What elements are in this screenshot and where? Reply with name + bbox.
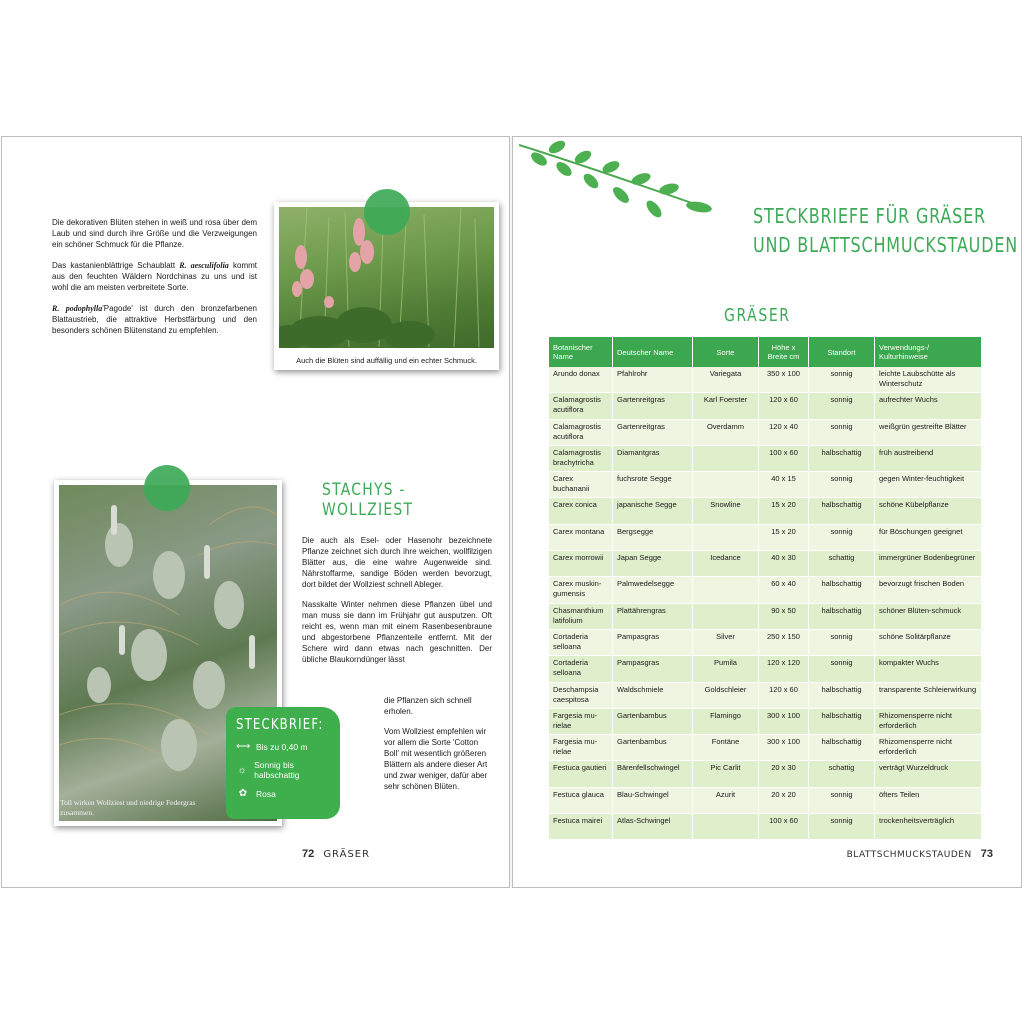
table-cell: früh austreibend bbox=[875, 446, 982, 472]
table-cell: Goldschleier bbox=[693, 683, 759, 709]
table-cell: Fontäne bbox=[693, 735, 759, 761]
steckbrief-light: Sonnig bis halbschattig bbox=[254, 760, 300, 780]
header-size: Höhe x Breite cm bbox=[759, 337, 809, 367]
table-cell: Silver bbox=[693, 630, 759, 656]
table-cell: Calamagrostis acutiflora bbox=[549, 420, 613, 446]
table-cell: sonnig bbox=[809, 630, 875, 656]
grasses-table bbox=[549, 337, 982, 840]
table-row bbox=[549, 472, 982, 498]
table-body bbox=[549, 367, 982, 840]
body-paragraph-3: die Pflanzen sich schnell erholen. bbox=[384, 696, 472, 716]
table-cell: Cortaderia selloana bbox=[549, 630, 613, 656]
table-cell: Carex conica bbox=[549, 498, 613, 524]
steckbrief-color-row bbox=[236, 788, 330, 799]
page-footer-left bbox=[302, 848, 370, 860]
table-cell: Gartenbambus bbox=[613, 735, 693, 761]
table-cell: Gartenbambus bbox=[613, 709, 693, 735]
table-cell: Festuca mairei bbox=[549, 814, 613, 840]
table-cell: Snowline bbox=[693, 498, 759, 524]
table-cell: sonnig bbox=[809, 788, 875, 814]
table-cell: Arundo donax bbox=[549, 367, 613, 393]
table-cell: 120 x 60 bbox=[759, 393, 809, 419]
steckbrief-color: Rosa bbox=[256, 788, 276, 799]
table-row bbox=[549, 498, 982, 524]
table-cell: 90 x 50 bbox=[759, 604, 809, 630]
table-cell: schöne Solitärpflanze bbox=[875, 630, 982, 656]
table-cell: Carex muskin-gumensis bbox=[549, 577, 613, 603]
table-cell: weißgrün gestreifte Blätter bbox=[875, 420, 982, 446]
table-cell: 20 x 20 bbox=[759, 788, 809, 814]
page-footer-right bbox=[847, 848, 993, 860]
intro-text bbox=[52, 217, 257, 346]
table-subtitle: GRÄSER bbox=[724, 305, 791, 326]
page-section-left: GRÄSER bbox=[323, 849, 371, 860]
table-cell: Overdamm bbox=[693, 420, 759, 446]
page-number-right: 73 bbox=[980, 848, 993, 860]
table-cell: Chasmanthium latifolium bbox=[549, 604, 613, 630]
table-cell: Pfahlrohr bbox=[613, 367, 693, 393]
table-cell: schöner Blüten-schmuck bbox=[875, 604, 982, 630]
header-german-name: Deutscher Name bbox=[613, 337, 693, 367]
table-cell: schöne Kübelpflanze bbox=[875, 498, 982, 524]
table-cell: Bergsegge bbox=[613, 525, 693, 551]
table-cell: Flamingo bbox=[693, 709, 759, 735]
header-variety: Sorte bbox=[693, 337, 759, 367]
table-row bbox=[549, 551, 982, 577]
table-cell: halbschattig bbox=[809, 577, 875, 603]
header-location: Standort bbox=[809, 337, 875, 367]
table-row bbox=[549, 683, 982, 709]
table-cell: halbschattig bbox=[809, 735, 875, 761]
table-cell: Pampasgras bbox=[613, 656, 693, 682]
table-cell: Pampasgras bbox=[613, 630, 693, 656]
page-section-right: BLATTSCHMUCKSTAUDEN bbox=[846, 850, 972, 860]
table-row bbox=[549, 525, 982, 551]
table-row bbox=[549, 788, 982, 814]
steckbrief-light-row bbox=[236, 760, 330, 780]
ruler-icon: ⟷ bbox=[236, 741, 251, 752]
page-title-line-2: UND BLATTSCHMUCKSTAUDEN bbox=[753, 233, 1018, 257]
steckbrief-box bbox=[226, 707, 340, 819]
table-cell: schattig bbox=[809, 551, 875, 577]
table-cell: Japan Segge bbox=[613, 551, 693, 577]
table-cell: Calamagrostis brachytricha bbox=[549, 446, 613, 472]
table-cell: Plattährengras bbox=[613, 604, 693, 630]
table-cell bbox=[693, 446, 759, 472]
table-cell bbox=[693, 577, 759, 603]
table-cell: halbschattig bbox=[809, 498, 875, 524]
table-cell: Rhizomensperre nicht erforderlich bbox=[875, 735, 982, 761]
table-cell: 60 x 40 bbox=[759, 577, 809, 603]
stachys-text bbox=[302, 535, 492, 674]
intro-paragraph-2: Das kastanienblättrige Schaublatt R. aesculifolia kommt aus den feuchten Wäldern Nordchinas zu uns und ist wohl die am meisten verbreitete Sorte. bbox=[52, 261, 257, 292]
table-cell: 120 x 120 bbox=[759, 656, 809, 682]
table-cell: sonnig bbox=[809, 525, 875, 551]
table-cell: 40 x 15 bbox=[759, 472, 809, 498]
table-cell: leichte Laubschütte als Winterschutz bbox=[875, 367, 982, 393]
table-cell: sonnig bbox=[809, 420, 875, 446]
table-cell: Variegata bbox=[693, 367, 759, 393]
header-notes: Verwendungs-/ Kulturhinweise bbox=[875, 337, 982, 367]
page-title-line-1: STECKBRIEFE FÜR GRÄSER bbox=[753, 204, 986, 228]
table-cell: Bärenfellschwingel bbox=[613, 761, 693, 787]
table-cell: sonnig bbox=[809, 656, 875, 682]
table-cell bbox=[693, 525, 759, 551]
body-paragraph-4: Vom Wollziest empfehlen wir vor allem die Sorte 'Cotton Boll' mit wesentlich größeren Blättern als andere dieser Art und zwar weniger, dafür aber sehr schönen Blüten. bbox=[384, 727, 488, 791]
table-cell: 120 x 60 bbox=[759, 683, 809, 709]
table-cell: Azurit bbox=[693, 788, 759, 814]
header-botanical-name: Botanischer Name bbox=[549, 337, 613, 367]
leaf-branch-icon bbox=[519, 137, 719, 227]
green-dot-decoration bbox=[364, 189, 410, 235]
table-cell: 350 x 100 bbox=[759, 367, 809, 393]
table-cell bbox=[693, 604, 759, 630]
table-cell: Gartenreitgras bbox=[613, 420, 693, 446]
table-cell bbox=[693, 814, 759, 840]
table-cell: 15 x 20 bbox=[759, 525, 809, 551]
table-cell: Diamantgras bbox=[613, 446, 693, 472]
table-cell: halbschattig bbox=[809, 604, 875, 630]
table-cell: Festuca gautieri bbox=[549, 761, 613, 787]
table-cell: japanische Segge bbox=[613, 498, 693, 524]
table-cell: 250 x 150 bbox=[759, 630, 809, 656]
table-cell: fuchsrote Segge bbox=[613, 472, 693, 498]
table-cell: immergrüner Bodenbegrüner bbox=[875, 551, 982, 577]
page-title bbox=[753, 202, 1018, 260]
table-cell: Fargesia mu-rielae bbox=[549, 735, 613, 761]
table-cell: Festuca glauca bbox=[549, 788, 613, 814]
flower-icon: ✿ bbox=[238, 788, 248, 799]
table-cell: gegen Winter-feuchtigkeit bbox=[875, 472, 982, 498]
table-row bbox=[549, 761, 982, 787]
table-cell: Karl Foerster bbox=[693, 393, 759, 419]
table-cell: Gartenreitgras bbox=[613, 393, 693, 419]
body-paragraph-1: Die auch als Esel- oder Hasenohr bezeichnete Pflanze zeichnet sich durch ihre weichen, wollfilzigen Blätter aus, die eine wahre Augenweide sind. Nährstoffarme, sandige Böden werden bevorzugt, dort bildet der Wollziest schnell Ableger. bbox=[302, 536, 492, 589]
table-cell: 300 x 100 bbox=[759, 735, 809, 761]
table-row bbox=[549, 630, 982, 656]
table-cell: sonnig bbox=[809, 393, 875, 419]
table-cell: 20 x 30 bbox=[759, 761, 809, 787]
table-cell: Palmwedelsegge bbox=[613, 577, 693, 603]
green-dot-decoration-2 bbox=[144, 465, 190, 511]
table-cell: halbschattig bbox=[809, 683, 875, 709]
table-cell: Blau-Schwingel bbox=[613, 788, 693, 814]
body-paragraph-2: Nasskalte Winter nehmen diese Pflanzen übel und man muss sie dann im Frühjahr gut ausputzen. Oft reicht es, wenn man mit einem Rasenbesenbraune und abgestorbene Pflanzenteile entfernt. Mit der Schere wird dann etwas nach geschnitten. Der übliche Blaukorndünger lässt bbox=[302, 600, 492, 664]
table-cell: 100 x 60 bbox=[759, 446, 809, 472]
table-cell: 120 x 40 bbox=[759, 420, 809, 446]
table-cell: Atlas-Schwingel bbox=[613, 814, 693, 840]
steckbrief-height: Bis zu 0,40 m bbox=[256, 741, 308, 752]
table-cell: Carex buchananii bbox=[549, 472, 613, 498]
table-row bbox=[549, 735, 982, 761]
sun-icon: ☼ bbox=[237, 764, 247, 776]
table-cell: aufrechter Wuchs bbox=[875, 393, 982, 419]
table-cell: Calamagrostis acutiflora bbox=[549, 393, 613, 419]
page-number-left: 72 bbox=[302, 848, 315, 860]
table-row bbox=[549, 393, 982, 419]
table-cell: halbschattig bbox=[809, 446, 875, 472]
table-cell: 40 x 30 bbox=[759, 551, 809, 577]
table-cell: Pic Carlit bbox=[693, 761, 759, 787]
table-row bbox=[549, 420, 982, 446]
section-title: STACHYS - WOLLZIEST bbox=[322, 480, 414, 520]
table-cell: 15 x 20 bbox=[759, 498, 809, 524]
table-cell: Pumila bbox=[693, 656, 759, 682]
table-cell: sonnig bbox=[809, 472, 875, 498]
table-cell: Carex montana bbox=[549, 525, 613, 551]
table-row bbox=[549, 604, 982, 630]
table-cell: Rhizomensperre nicht erforderlich bbox=[875, 709, 982, 735]
table-row bbox=[549, 814, 982, 840]
table-cell: Carex morrowii bbox=[549, 551, 613, 577]
table-cell: Fargesia mu-rielae bbox=[549, 709, 613, 735]
table-cell: sonnig bbox=[809, 814, 875, 840]
table-cell: Waldschmiele bbox=[613, 683, 693, 709]
table-header-row bbox=[549, 337, 982, 367]
table-cell: Deschampsia caespitosa bbox=[549, 683, 613, 709]
table-cell: verträgt Wurzeldruck bbox=[875, 761, 982, 787]
intro-paragraph-1: Die dekorativen Blüten stehen in weiß und rosa über dem Laub und sind durch ihre Größe und die Verzweigungen ein schöner Schmuck für die Pflanze. bbox=[52, 218, 257, 249]
photo2-caption: Toll wirken Wollziest und niedrige Federgras zusammen. bbox=[60, 798, 196, 817]
table-cell: sonnig bbox=[809, 367, 875, 393]
table-cell: bevorzugt frischen Boden bbox=[875, 577, 982, 603]
table-row bbox=[549, 577, 982, 603]
table-cell: kompakter Wuchs bbox=[875, 656, 982, 682]
table-cell: Cortaderia selloana bbox=[549, 656, 613, 682]
table-cell: trockenheitsverträglich bbox=[875, 814, 982, 840]
photo1-caption: Auch die Blüten sind auffällig und ein echter Schmuck. bbox=[296, 356, 477, 365]
steckbrief-height-row bbox=[236, 741, 330, 752]
table-cell: schattig bbox=[809, 761, 875, 787]
table-cell bbox=[693, 472, 759, 498]
table-cell: für Böschungen geeignet bbox=[875, 525, 982, 551]
table-cell: 100 x 60 bbox=[759, 814, 809, 840]
table-cell: 300 x 100 bbox=[759, 709, 809, 735]
table-cell: öfters Teilen bbox=[875, 788, 982, 814]
table-cell: Icedance bbox=[693, 551, 759, 577]
table-row bbox=[549, 367, 982, 393]
intro-paragraph-3: R. podophylla'Pagode' ist durch den bronzefarbenen Blattaustrieb, die attraktive Herbstfärbung und den besonders schönen Blütenstand zu empfehlen. bbox=[52, 304, 257, 335]
table-row bbox=[549, 446, 982, 472]
table-row bbox=[549, 656, 982, 682]
left-page bbox=[1, 136, 510, 888]
table-row bbox=[549, 709, 982, 735]
steckbrief-title: STECKBRIEF: bbox=[236, 715, 324, 733]
stachys-text-continued bbox=[384, 695, 494, 801]
table-cell: halbschattig bbox=[809, 709, 875, 735]
table-cell: transparente Schleierwirkung bbox=[875, 683, 982, 709]
right-page bbox=[512, 136, 1022, 888]
